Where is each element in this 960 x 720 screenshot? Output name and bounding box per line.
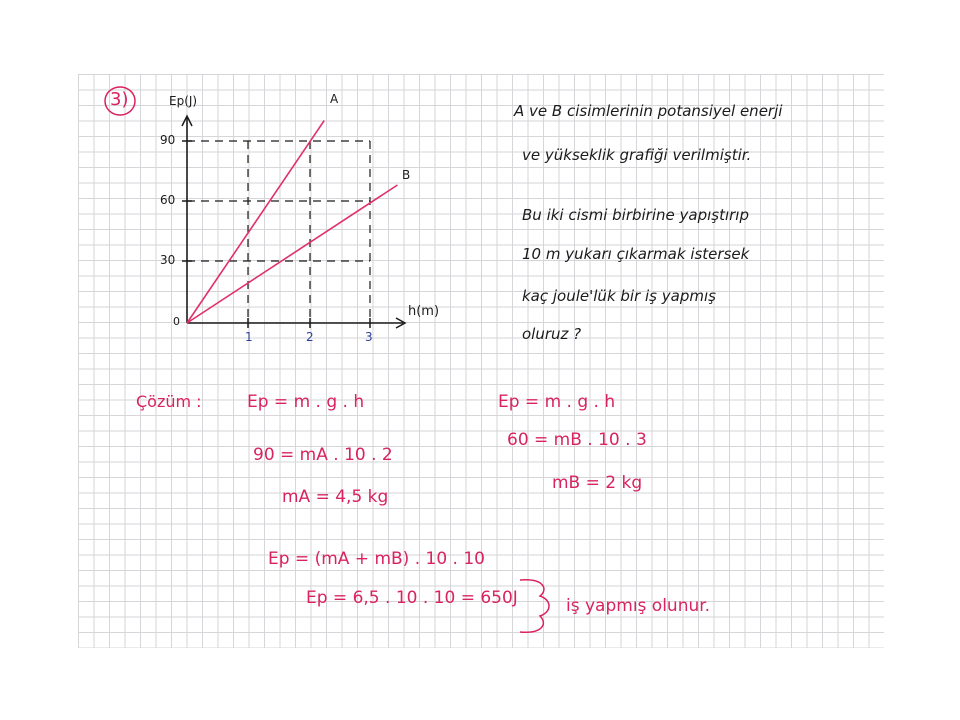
total-calc: Ep = 6,5 . 10 . 10 = 650J (306, 588, 518, 608)
problem-line: Bu iki cismi birbirine yapıştırıp (522, 206, 749, 224)
x-tick-label: 1 (245, 330, 253, 344)
y-tick-label: 90 (160, 133, 176, 147)
problem-line: 10 m yukarı çıkarmak istersek (522, 245, 750, 263)
spacer (699, 606, 785, 610)
formula-b: Ep = m . g . h (498, 392, 616, 412)
problem-line: A ve B cisimlerinin potansiyel enerji (514, 102, 783, 120)
series-line-a (187, 121, 324, 324)
result-a: mA = 4,5 kg (282, 487, 389, 507)
line-b-label: B (402, 168, 411, 182)
formula-a: Ep = m . g . h (247, 392, 365, 412)
problem-number: 3) (110, 89, 129, 110)
total-formula: Ep = (mA + mB) . 10 . 10 (268, 549, 485, 569)
series-line-b (187, 185, 397, 323)
problem-line: oluruz ? (522, 325, 582, 343)
problem-line: kaç joule'lük bir iş yapmış (522, 287, 716, 305)
result-b: mB = 2 kg (552, 473, 643, 493)
x-axis-label: h(m) (408, 304, 440, 319)
result-brace (520, 580, 549, 632)
y-tick-label: 60 (160, 193, 176, 207)
x-tick-label: 3 (365, 330, 373, 344)
conclusion: iş yapmış olunur. (566, 596, 711, 616)
y-axis-label: Ep(J) (169, 94, 198, 108)
problem-line: ve yükseklik grafiği verilmiştir. (522, 146, 752, 164)
step-a: 90 = mA . 10 . 2 (253, 445, 393, 465)
line-a-label: A (330, 92, 339, 106)
y-tick-label: 30 (160, 253, 176, 267)
step-b: 60 = mB . 10 . 3 (507, 430, 647, 450)
origin-label: 0 (173, 315, 180, 328)
x-tick-label: 2 (306, 330, 314, 344)
solution-heading: Çözüm : (136, 392, 202, 411)
